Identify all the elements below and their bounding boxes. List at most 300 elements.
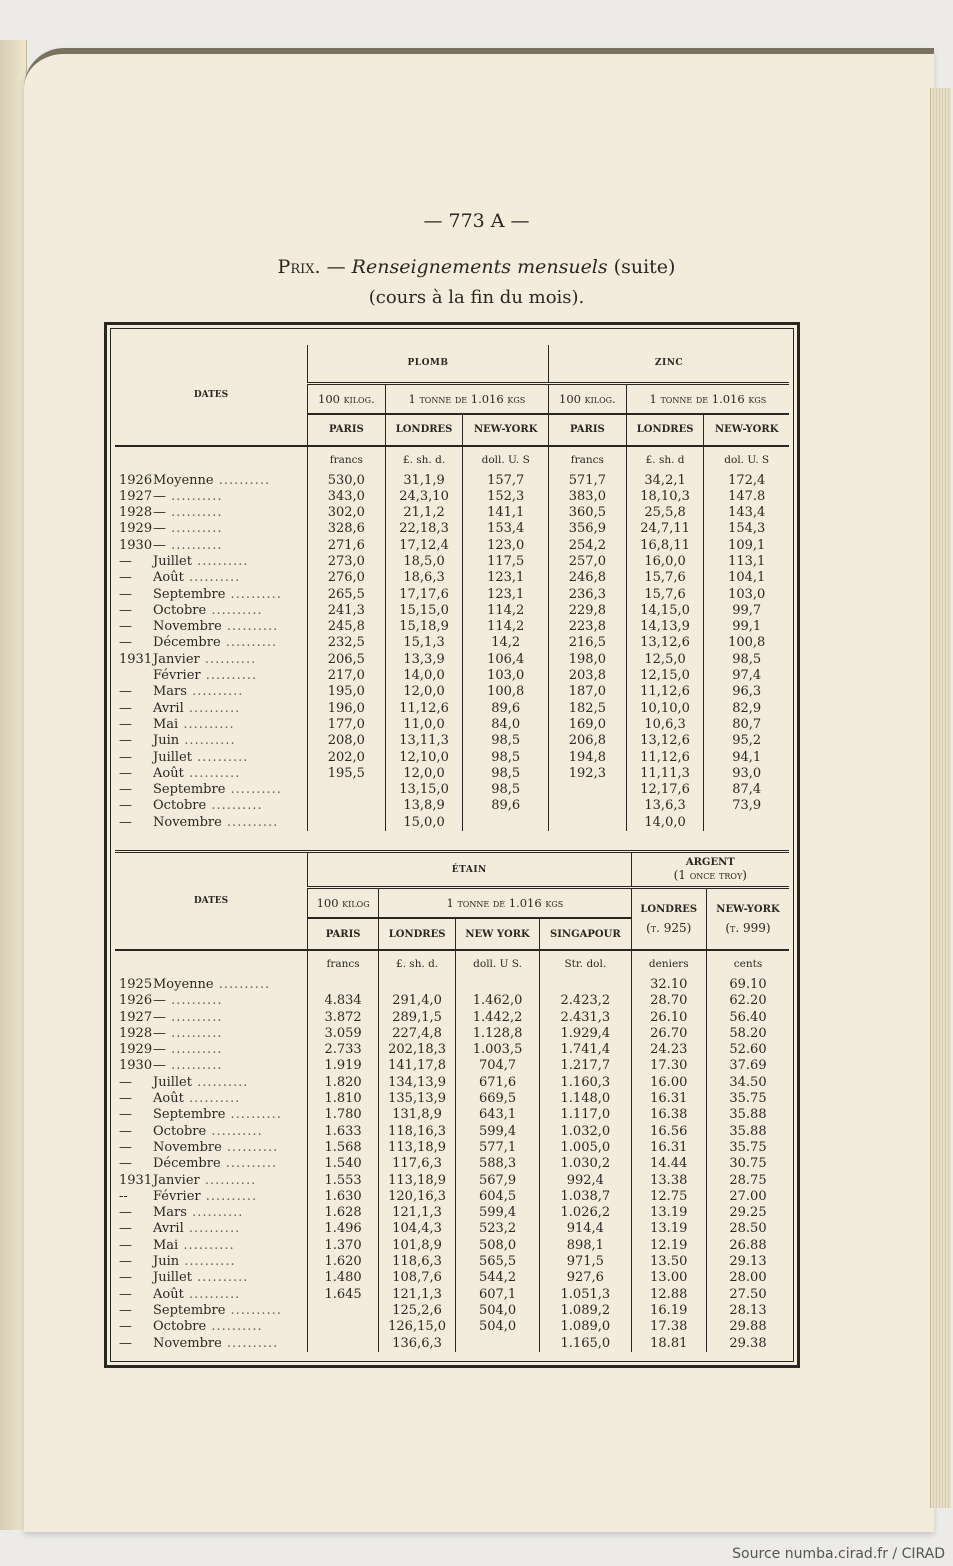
period-label: — [153, 1058, 166, 1074]
currency-unit: £. sh. d. [385, 446, 463, 473]
value-cell: 588,3 [455, 1156, 539, 1172]
title-suffix: (suite) [607, 256, 676, 278]
leader-dots: .......... [166, 537, 223, 553]
table-row [115, 1010, 789, 1026]
leader-dots: .......... [178, 1237, 235, 1253]
value-cell: 246,8 [549, 570, 627, 586]
year-label: — [119, 1221, 132, 1237]
year-label: 1926 [119, 472, 153, 488]
value-cell: 18.81 [631, 1336, 706, 1352]
currency-unit: Str. dol. [540, 950, 631, 977]
value-cell: 24,3,10 [385, 489, 463, 505]
value-cell: 271,6 [308, 538, 386, 554]
table-row [115, 717, 789, 733]
value-cell: 121,1,3 [379, 1287, 456, 1303]
table-row [115, 815, 789, 831]
value-cell: 26.70 [631, 1026, 706, 1042]
value-cell: 117,5 [463, 554, 549, 570]
value-cell: 18,6,3 [385, 570, 463, 586]
value-cell: 1.820 [308, 1075, 379, 1091]
unit-header: 100 kilog. [549, 383, 627, 414]
leader-dots: .......... [206, 1319, 263, 1335]
value-cell: 607,1 [455, 1287, 539, 1303]
table-row [115, 977, 789, 993]
leader-dots: .......... [221, 619, 279, 635]
city-header: LONDRES [626, 414, 704, 446]
value-cell: 1.628 [308, 1205, 379, 1221]
value-cell: 28.70 [631, 993, 706, 1009]
date-cell [115, 570, 308, 586]
value-cell: 113,1 [704, 554, 789, 570]
value-cell: 12,17,6 [626, 782, 704, 798]
value-cell: 1.645 [308, 1287, 379, 1303]
date-cell [115, 1026, 308, 1042]
value-cell: 98,5 [463, 766, 549, 782]
value-cell: 141,17,8 [379, 1058, 456, 1074]
period-label: — [153, 488, 166, 504]
table-row [115, 1336, 789, 1352]
date-cell [115, 1254, 308, 1270]
value-cell: 29.88 [706, 1319, 789, 1335]
value-cell: 567,9 [455, 1173, 539, 1189]
leader-dots: .......... [191, 1074, 249, 1090]
period-label: Février [153, 1188, 201, 1204]
year-label: 1929 [119, 1042, 153, 1058]
dates-header: DATES [115, 345, 308, 446]
date-cell [115, 1303, 308, 1319]
value-cell: 117,6,3 [379, 1156, 456, 1172]
value-cell: 15,18,9 [385, 619, 463, 635]
year-label: — [119, 814, 132, 830]
year-label: -- [119, 1188, 128, 1204]
value-cell: 530,0 [308, 473, 386, 489]
value-cell: 99,1 [704, 619, 789, 635]
value-cell: 565,5 [455, 1254, 539, 1270]
period-label: Décembre [153, 635, 221, 651]
value-cell: 123,0 [463, 538, 549, 554]
value-cell: 120,16,3 [379, 1189, 456, 1205]
value-cell: 37.69 [706, 1058, 789, 1074]
value-cell: 14,13,9 [626, 619, 704, 635]
value-cell: 4.834 [308, 993, 379, 1009]
leader-dots: .......... [225, 782, 282, 798]
value-cell: 16,0,0 [626, 554, 704, 570]
value-cell: 236,3 [549, 587, 627, 603]
value-cell: 172,4 [704, 473, 789, 489]
value-cell: 69.10 [706, 977, 789, 993]
period-label: Novembre [153, 814, 222, 830]
date-cell [115, 1238, 308, 1254]
value-cell: 604,5 [455, 1189, 539, 1205]
leader-dots: .......... [225, 1107, 282, 1123]
group-header-plomb: PLOMB [308, 345, 549, 383]
value-cell: 35.88 [706, 1107, 789, 1123]
period-label: Novembre [153, 1335, 222, 1351]
leader-dots: .......... [166, 1058, 223, 1074]
value-cell: 1.217,7 [540, 1058, 631, 1074]
date-cell [115, 1156, 308, 1172]
leader-dots: .......... [166, 1042, 223, 1058]
city-header: PARIS [549, 414, 627, 446]
value-cell: 523,2 [455, 1221, 539, 1237]
period-label: — [153, 1042, 166, 1058]
leader-dots: .......... [191, 553, 249, 569]
value-cell: 96,3 [704, 684, 789, 700]
leader-dots: .......... [206, 798, 263, 814]
value-cell: 13.19 [631, 1205, 706, 1221]
value-cell: 187,0 [549, 684, 627, 700]
value-cell: 29.25 [706, 1205, 789, 1221]
city-header: NEW YORK [455, 918, 539, 950]
value-cell: 192,3 [549, 766, 627, 782]
leader-dots: .......... [191, 1270, 249, 1286]
date-cell [115, 1042, 308, 1058]
period-label: Décembre [153, 1156, 221, 1172]
value-cell: 16.31 [631, 1091, 706, 1107]
value-cell: 103,0 [704, 587, 789, 603]
value-cell: 22,18,3 [385, 521, 463, 537]
leader-dots: .......... [166, 1009, 223, 1025]
value-cell: 98,5 [704, 652, 789, 668]
value-cell: 203,8 [549, 668, 627, 684]
leader-dots: .......... [183, 1286, 241, 1302]
value-cell: 98,5 [463, 733, 549, 749]
value-cell: 27.50 [706, 1287, 789, 1303]
value-cell [379, 977, 456, 993]
value-cell [308, 1319, 379, 1335]
date-cell [115, 1319, 308, 1335]
value-cell: 1.117,0 [540, 1107, 631, 1123]
leader-dots: .......... [178, 716, 235, 732]
currency-unit: cents [706, 950, 789, 977]
value-cell: 131,8,9 [379, 1107, 456, 1123]
year-label: — [119, 733, 132, 749]
value-cell: 154,3 [704, 521, 789, 537]
date-cell [115, 1336, 308, 1352]
table-row [115, 603, 789, 619]
value-cell: 195,5 [308, 766, 386, 782]
leader-dots: .......... [166, 505, 223, 521]
value-cell: 13,12,6 [626, 733, 704, 749]
value-cell: 12.88 [631, 1287, 706, 1303]
table-row [115, 570, 789, 586]
value-cell: 17,12,4 [385, 538, 463, 554]
year-label: — [119, 749, 132, 765]
value-cell: 1.496 [308, 1221, 379, 1237]
value-cell: 123,1 [463, 570, 549, 586]
leader-dots: .......... [213, 472, 271, 488]
value-cell: 206,8 [549, 733, 627, 749]
value-cell: 1.030,2 [540, 1156, 631, 1172]
table-row [115, 619, 789, 635]
value-cell: 1.003,5 [455, 1042, 539, 1058]
value-cell: 11,11,3 [626, 766, 704, 782]
value-cell: 12,0,0 [385, 684, 463, 700]
date-cell [115, 1270, 308, 1286]
value-cell: 32.10 [631, 977, 706, 993]
value-cell: 302,0 [308, 505, 386, 521]
year-label: 1929 [119, 521, 153, 537]
group-header-zinc: ZINC [549, 345, 789, 383]
value-cell: 14,0,0 [385, 668, 463, 684]
value-cell: 206,5 [308, 652, 386, 668]
value-cell: 113,18,9 [379, 1173, 456, 1189]
date-cell [115, 521, 308, 537]
table-row [115, 1091, 789, 1107]
value-cell: 504,0 [455, 1303, 539, 1319]
date-cell [115, 1075, 308, 1091]
period-label: — [153, 505, 166, 521]
value-cell: 89,6 [463, 701, 549, 717]
page-title [0, 256, 953, 278]
value-cell: 113,18,9 [379, 1140, 456, 1156]
value-cell: 2.423,2 [540, 993, 631, 1009]
year-label: 1927 [119, 1009, 153, 1025]
value-cell: 1.165,0 [540, 1336, 631, 1352]
value-cell: 2.733 [308, 1042, 379, 1058]
value-cell: 1.480 [308, 1270, 379, 1286]
currency-unit: dol. U. S [704, 446, 789, 473]
value-cell: 169,0 [549, 717, 627, 733]
period-label: — [153, 1009, 166, 1025]
value-cell: 134,13,9 [379, 1075, 456, 1091]
year-label: — [119, 1237, 132, 1253]
value-cell: 15,7,6 [626, 570, 704, 586]
period-label: — [153, 993, 166, 1009]
value-cell: 56.40 [706, 1010, 789, 1026]
dates-header: DATES [115, 852, 308, 951]
value-cell: 147.8 [704, 489, 789, 505]
fineness-label: (t. 925) [646, 920, 692, 935]
table-row [115, 1173, 789, 1189]
date-cell [115, 668, 308, 684]
value-cell: 3.872 [308, 1010, 379, 1026]
period-label: Moyenne [153, 977, 214, 992]
tin-silver-table [115, 850, 789, 1352]
value-cell: 1.630 [308, 1189, 379, 1205]
city-header [706, 888, 789, 951]
value-cell: 136,6,3 [379, 1336, 456, 1352]
value-cell: 35.75 [706, 1140, 789, 1156]
table-row [115, 1221, 789, 1237]
leader-dots: .......... [186, 684, 244, 700]
value-cell: 17.38 [631, 1319, 706, 1335]
year-label: — [119, 1139, 132, 1155]
value-cell: 194,8 [549, 750, 627, 766]
date-cell [115, 766, 308, 782]
leader-dots: .......... [179, 733, 236, 749]
title-italic: Renseignements mensuels [351, 256, 608, 278]
year-label: — [119, 586, 132, 602]
value-cell: 217,0 [308, 668, 386, 684]
value-cell: 89,6 [463, 798, 549, 814]
date-cell [115, 1058, 308, 1074]
table-row [115, 1026, 789, 1042]
date-cell [115, 684, 308, 700]
city-header: SINGAPOUR [540, 918, 631, 950]
value-cell: 34,2,1 [626, 473, 704, 489]
value-cell: 1.462,0 [455, 993, 539, 1009]
value-cell: 1.089,0 [540, 1319, 631, 1335]
value-cell: 14.44 [631, 1156, 706, 1172]
year-label: — [119, 700, 132, 716]
table-row [115, 505, 789, 521]
value-cell: 24,7,11 [626, 521, 704, 537]
value-cell: 97,4 [704, 668, 789, 684]
value-cell: 1.540 [308, 1156, 379, 1172]
unit-header: 1 tonne de 1.016 kgs [379, 888, 631, 919]
year-label: — [119, 602, 132, 618]
value-cell: 87,4 [704, 782, 789, 798]
table-row [115, 766, 789, 782]
value-cell: 12,0,0 [385, 766, 463, 782]
period-label: Mai [153, 716, 179, 732]
argent-unit: (1 once troy) [673, 868, 747, 882]
date-cell [115, 1173, 308, 1189]
value-cell: 10,6,3 [626, 717, 704, 733]
currency-unit: francs [308, 950, 379, 977]
value-cell: 177,0 [308, 717, 386, 733]
date-cell [115, 619, 308, 635]
period-label: Octobre [153, 798, 207, 814]
period-label: Septembre [153, 586, 226, 602]
leader-dots: .......... [213, 977, 271, 992]
value-cell: 10,10,0 [626, 701, 704, 717]
year-label: — [119, 1107, 132, 1123]
year-label: — [119, 782, 132, 798]
value-cell: 12,10,0 [385, 750, 463, 766]
value-cell: 126,15,0 [379, 1319, 456, 1335]
period-label: Juillet [153, 553, 192, 569]
value-cell: 26.10 [631, 1010, 706, 1026]
value-cell [549, 798, 627, 814]
unit-header: 100 kilog. [308, 383, 386, 414]
value-cell: 13.38 [631, 1173, 706, 1189]
city-header [631, 888, 706, 951]
value-cell: 17,17,6 [385, 587, 463, 603]
value-cell: 35.75 [706, 1091, 789, 1107]
value-cell [308, 977, 379, 993]
page-subtitle: (cours à la fin du mois). [368, 287, 585, 308]
year-label: 1931 [119, 1172, 153, 1188]
value-cell: 12.75 [631, 1189, 706, 1205]
date-cell [115, 782, 308, 798]
year-label: 1931 [119, 651, 153, 667]
value-cell: 1.160,3 [540, 1075, 631, 1091]
value-cell: 84,0 [463, 717, 549, 733]
value-cell: 15,0,0 [385, 815, 463, 831]
value-cell: 52.60 [706, 1042, 789, 1058]
value-cell: 599,4 [455, 1205, 539, 1221]
city-header: NEW-YORK [463, 414, 549, 446]
date-cell [115, 652, 308, 668]
leader-dots: .......... [183, 570, 241, 586]
date-cell [115, 603, 308, 619]
leader-dots: .......... [199, 1172, 257, 1188]
table-row [115, 701, 789, 717]
value-cell: 30.75 [706, 1156, 789, 1172]
group-header-etain: ÉTAIN [308, 852, 632, 888]
period-label: Janvier [153, 1172, 200, 1188]
value-cell: 11,12,6 [626, 684, 704, 700]
title-separator: — [320, 256, 352, 278]
value-cell: 24.23 [631, 1042, 706, 1058]
table-row [115, 554, 789, 570]
value-cell [455, 1336, 539, 1352]
value-cell: 289,1,5 [379, 1010, 456, 1026]
value-cell: 1.038,7 [540, 1189, 631, 1205]
table-row [115, 538, 789, 554]
date-cell [115, 701, 308, 717]
value-cell: 25,5,8 [626, 505, 704, 521]
date-cell [115, 1140, 308, 1156]
year-label: — [119, 570, 132, 586]
year-label: — [119, 1205, 132, 1221]
value-cell: 16.38 [631, 1107, 706, 1123]
value-cell: 1.128,8 [455, 1026, 539, 1042]
period-label: Septembre [153, 1302, 226, 1318]
value-cell: 599,4 [455, 1124, 539, 1140]
period-label: — [153, 521, 166, 537]
date-cell [115, 1124, 308, 1140]
table-row [115, 668, 789, 684]
value-cell: 153,4 [463, 521, 549, 537]
value-cell [540, 977, 631, 993]
value-cell: 1.633 [308, 1124, 379, 1140]
leader-dots: .......... [166, 521, 223, 537]
city-label: LONDRES [640, 903, 698, 915]
value-cell [549, 815, 627, 831]
value-cell: 16,8,11 [626, 538, 704, 554]
year-label: 1928 [119, 505, 153, 521]
leader-dots: .......... [206, 602, 263, 618]
value-cell: 971,5 [540, 1254, 631, 1270]
value-cell: 106,4 [463, 652, 549, 668]
city-header: PARIS [308, 918, 379, 950]
table-row [115, 798, 789, 814]
value-cell: 82,9 [704, 701, 789, 717]
date-cell [115, 1189, 308, 1205]
date-cell [115, 489, 308, 505]
period-label: Octobre [153, 1123, 207, 1139]
value-cell: 241,3 [308, 603, 386, 619]
year-label: — [119, 765, 132, 781]
value-cell: 208,0 [308, 733, 386, 749]
value-cell: 291,4,0 [379, 993, 456, 1009]
value-cell: 93,0 [704, 766, 789, 782]
value-cell: 343,0 [308, 489, 386, 505]
value-cell: 265,5 [308, 587, 386, 603]
value-cell: 16.00 [631, 1075, 706, 1091]
table-row [115, 1205, 789, 1221]
period-label: — [153, 1025, 166, 1041]
period-label: Octobre [153, 602, 207, 618]
period-label: Novembre [153, 619, 222, 635]
table-row [115, 1189, 789, 1205]
table-row [115, 1287, 789, 1303]
city-header: NEW-YORK [704, 414, 789, 446]
value-cell: 360,5 [549, 505, 627, 521]
value-cell: 123,1 [463, 587, 549, 603]
table-row [115, 489, 789, 505]
lead-zinc-table-body [115, 473, 789, 832]
value-cell [549, 782, 627, 798]
value-cell: 669,5 [455, 1091, 539, 1107]
value-cell: 11,12,6 [626, 750, 704, 766]
date-cell [115, 1010, 308, 1026]
value-cell: 13,11,3 [385, 733, 463, 749]
value-cell: 104,4,3 [379, 1221, 456, 1237]
